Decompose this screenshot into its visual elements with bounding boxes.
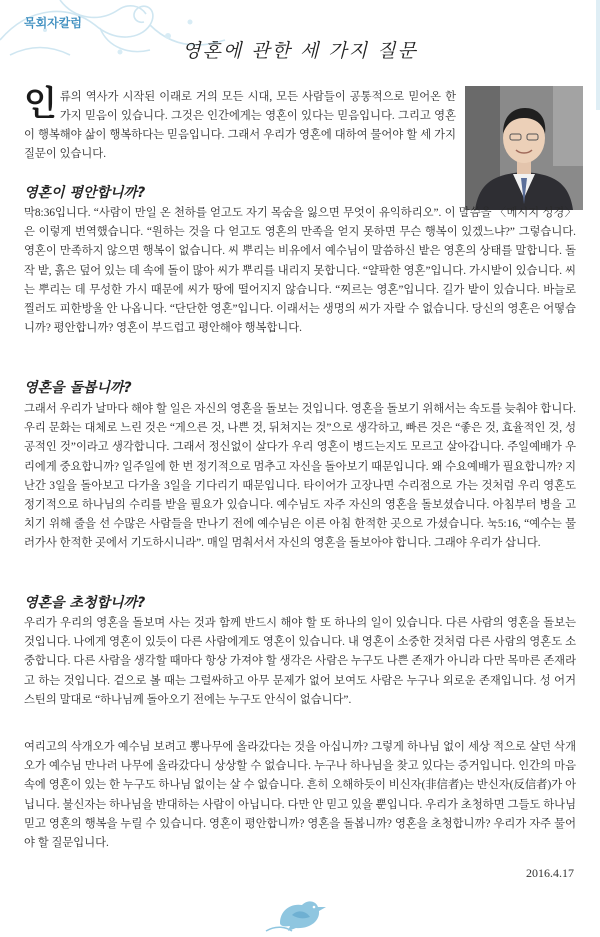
page-title: 영혼에 관한 세 가지 질문 bbox=[182, 40, 418, 62]
section-heading: 영혼이 평안합니까? bbox=[24, 185, 146, 201]
section-body: 우리가 우리의 영혼을 돌보며 사는 것과 함께 반드시 해야 할 또 하나의 일이 있습니다. 다른 사람의 영혼을 돌보는 것입니다. 나에게 영혼이 있듯이 다른 사람에게도 영혼이 있습니다. 내 영혼이 소중한 것처럼 다른 사람의 영혼도 소중합니다. 다른 사람을 생각할 때마다 항상 가져야 할 생각은 사람은 누구도 나쁜 존재가 아니라 다만 목마른 존재라고 하는 것입니다. 겉으로 볼 때는 그럴싸하고 아무 문제가 없어 보여도 사람은 누구나 외로운 존재입니다. 성 어거스틴의 말대로 “하나님께 돌아오기 전에는 누구도 안식이 없습니다”. bbox=[24, 617, 576, 706]
section-body: 그래서 우리가 날마다 해야 할 일은 자신의 영혼을 돌보는 것입니다. 영혼을 돌보기 위해서는 속도를 늦춰야 합니다. 우리 문화는 대체로 느린 것은 “게으른 것, 나쁜 것, 뒤쳐지는 것”으로 생각하고, 빠른 것은 “좋은 것, 효율적인 것, 성공적인 것”이라고 생각합니다. 그래서 정신없이 살다가 우리 영혼이 병드는지도 모르고 살아갑니다. 주일예배가 우리에게 중요합니까? 일주일에 한 번 정기적으로 멈추고 자신을 돌아보기 때문입니다. 왜 수요예배가 필요합니까? 지난간 3일을 돌아보고 다가올 3일을 기다리기 때문입니다. 타이어가 고장나면 수리점으로 가는 것처럼 우리 영혼도 정기적으로 하나님의 수리를 받을 필요가 있습니다. 예수님도 자주 자신의 영혼을 돌보셨습니다. 아침부터 병을 고치기 위해 줄을 선 수많은 사람들을 만나기 전에 예수님은 이른 아침 한적한 곳으로 가셨습니다. 눅5:16, “예수는 물러가사 한적한 곳에서 기도하시니라”. 매일 멈춰서서 자신의 영혼을 돌보아야 합니다. 그래야 우리가 삽니다. bbox=[24, 403, 576, 550]
portrait-photo bbox=[465, 86, 583, 210]
section-heading: 영혼을 초청합니까? bbox=[24, 595, 146, 611]
intro-paragraph bbox=[24, 88, 456, 164]
bluebird-icon bbox=[262, 893, 332, 933]
publish-date: 2016.4.17 bbox=[526, 866, 574, 880]
column-label: 목회자칼럼 bbox=[24, 16, 82, 30]
closing-paragraph: 여리고의 삭개오가 예수님 보려고 뽕나무에 올라갔다는 것을 아십니까? 그렇게 하나님 없이 세상 적으로 살던 삭개오가 예수님 만나러 나무에 올라갔다니 상상할 수 없습니다. 누구나 하나님을 찾고 있다는 증거입니다. 인간의 마음속에 영혼이 있는 한 누구도 하나님 없이는 살 수 없습니다. 흔히 오해하듯이 비신자(非信者)는 반신자(反信者)가 아닙니다. 불신자는 하나님을 반대하는 사람이 아닙니다. 다만 안 믿고 있을 뿐입니다. 우리가 초청하면 그들도 하나님 믿고 영혼의 행복을 누릴 수 있습니다. 영혼이 평안합니까? 영혼을 돌봅니까? 영혼을 초청합니까? 우리가 자주 물어야 할 질문입니다. bbox=[24, 741, 576, 850]
section-heading: 영혼을 돌봅니까? bbox=[24, 380, 132, 396]
dropcap: 인 bbox=[24, 86, 57, 123]
intro-text: 류의 역사가 시작된 이래로 거의 모든 시대, 모든 사람들이 공통적으로 믿어온 한 가지 믿음이 있습니다. 그것은 인간에게는 영혼이 있다는 믿음입니다. 그리고 영혼이 행복해야 삶이 행복하다는 믿음입니다. 그래서 우리가 영혼에 대하여 물어야 할 세 가지 질문이 있습니다. bbox=[24, 91, 456, 160]
section-body: 막8:36입니다. “사람이 만일 온 천하를 얻고도 자기 목숨을 잃으면 무엇이 유익하리오”. 이 말씀을 〈메시지 성경〉은 이렇게 번역했습니다. “원하는 것을 다 얻고도 영혼의 만족을 얻지 못하면 무슨 행복이 있겠느냐?” 그렇습니다. 영혼이 만족하지 않으면 행복이 없습니다. 씨 뿌리는 비유에서 예수님이 말씀하신 밭은 영혼의 상태를 말합니다. 돌 작 밭, 흙은 덮어 있는 데 속에 돌이 많아 씨가 뿌리를 내리지 못합니다. “얄팍한 영혼”입니다. 가시밭이 있습니다. 씨는 뿌리는 데 무성한 가시 때문에 씨가 땅에 떨어지지 않습니다. “찌르는 영혼”입니다. 길가 밭이 있습니다. 바늘로 찔러도 피한방울 안 나옵니다. “단단한 영혼”입니다. 이래서는 생명의 씨가 자랄 수 없습니다. 당신의 영혼은 어떻습니까? 평안합니까? 영혼이 부드럽고 평안해야 행복합니다. bbox=[24, 207, 576, 335]
